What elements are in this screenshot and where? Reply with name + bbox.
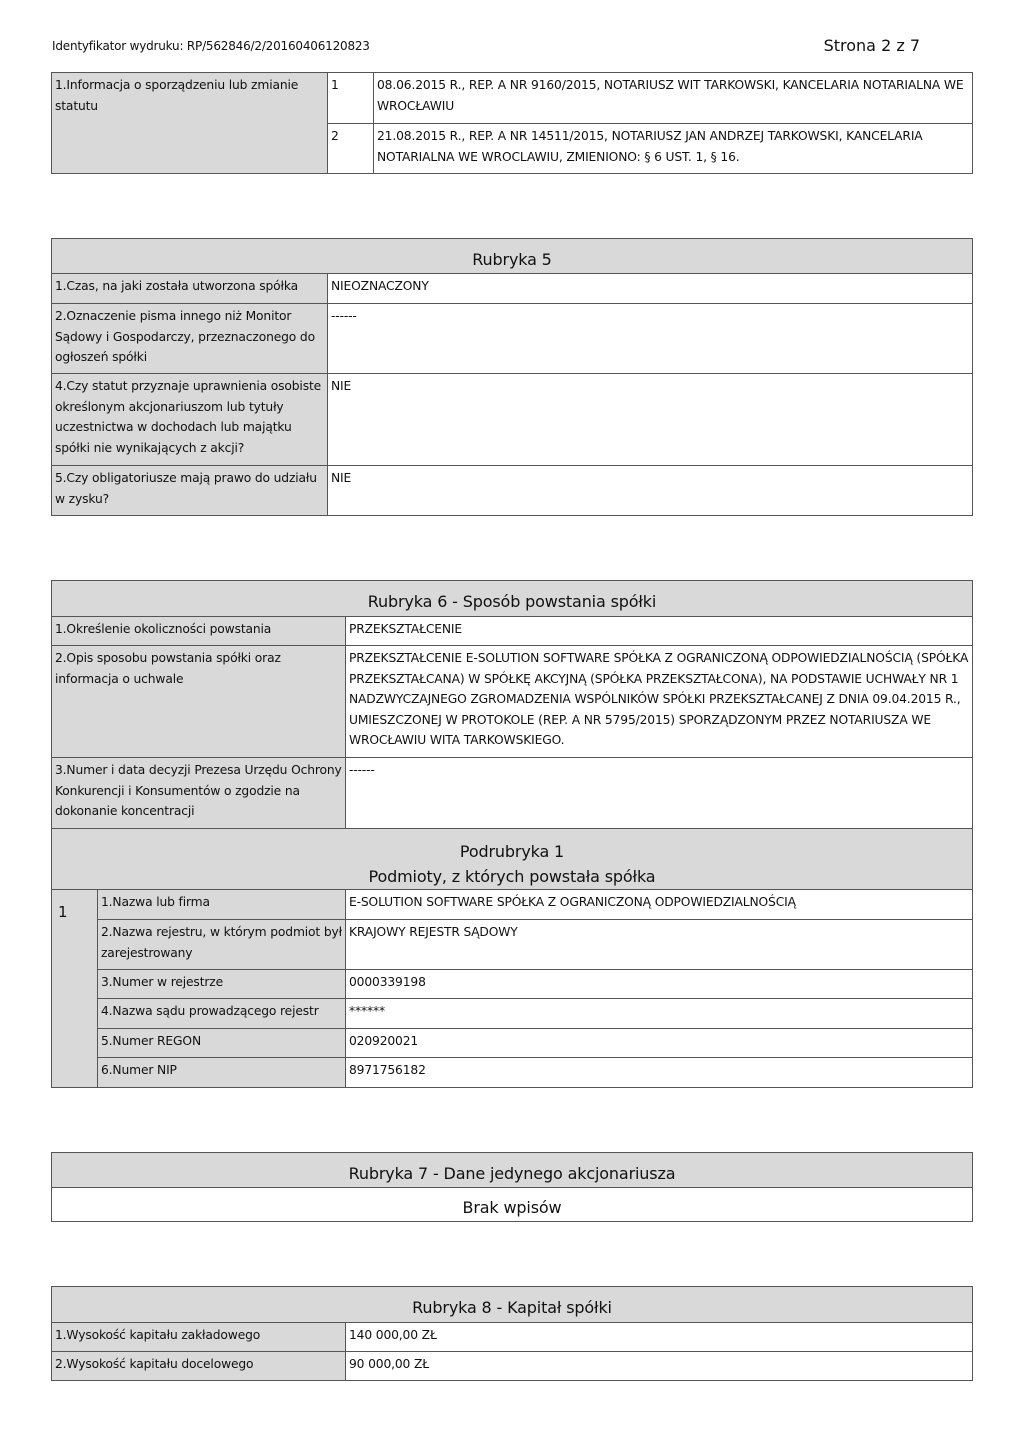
subsection-title [52, 829, 973, 890]
rubryka-8-section [51, 1286, 973, 1381]
field-value: 8971756182 [346, 1058, 973, 1088]
field-label: 3.Numer w rejestrze [98, 970, 346, 999]
field-label: 1.Określenie okoliczności powstania [52, 617, 346, 646]
rubryka-7-section [51, 1152, 973, 1222]
statute-section [51, 72, 973, 174]
section-title: Rubryka 6 - Sposób powstania spółki [52, 581, 973, 617]
statute-label: 1.Informacja o sporządzeniu lub zmianie statutu [52, 73, 328, 174]
rubryka-6-section [51, 580, 973, 1088]
field-value: PRZEKSZTAŁCENIE [346, 617, 973, 646]
field-value: KRAJOWY REJESTR SĄDOWY [346, 920, 973, 970]
section-title: Rubryka 7 - Dane jedynego akcjonariusza [52, 1153, 973, 1188]
field-value: PRZEKSZTAŁCENIE E-SOLUTION SOFTWARE SPÓŁKA Z OGRANICZONĄ ODPOWIEDZIALNOŚCIĄ (SPÓŁKA PRZEKSZTAŁCANA) W SPÓŁKĘ AKCYJNĄ (SPÓŁKA PRZEKSZTAŁCONA), NA PODSTAWIE UCHWAŁY NR 1 NADZWYCZAJNEGO ZGROMADZENIA WSPÓLNIKÓW SPÓŁKI PRZEKSZTAŁCANEJ Z DNIA 09.04.2015 R., UMIESZCZONEJ W PROTOKOLE (REP. A NR 5795/2015) SPORZĄDZONYM PRZEZ NOTARIUSZA WE WROCŁAWIU WITA TARKOWSKIEGO. [346, 646, 973, 758]
field-label: 5.Czy obligatoriusze mają prawo do udziału w zysku? [52, 466, 328, 516]
no-entries: Brak wpisów [52, 1188, 973, 1222]
statute-row-num: 1 [328, 73, 374, 124]
print-identifier: Identyfikator wydruku: RP/562846/2/20160406120823 [52, 39, 370, 53]
subsection-title-line2: Podmioty, z których powstała spółka [368, 867, 656, 886]
field-value: E-SOLUTION SOFTWARE SPÓŁKA Z OGRANICZONĄ ODPOWIEDZIALNOŚCIĄ [346, 890, 973, 920]
field-label: 1.Czas, na jaki została utworzona spółka [52, 274, 328, 304]
field-label: 1.Nazwa lub firma [98, 890, 346, 920]
field-value: ------ [328, 304, 973, 374]
field-value: NIEOZNACZONY [328, 274, 973, 304]
field-value: ****** [346, 999, 973, 1029]
field-value: 90 000,00 ZŁ [346, 1352, 973, 1381]
field-label: 4.Czy statut przyznaje uprawnienia osobiste określonym akcjonariuszom lub tytuły uczestnictwa w dochodach lub majątku spółki nie wynikających z akcji? [52, 374, 328, 466]
field-value: 0000339198 [346, 970, 973, 999]
subsection-title-line1: Podrubryka 1 [459, 842, 565, 861]
statute-row-num: 2 [328, 124, 374, 174]
field-label: 2.Wysokość kapitału docelowego [52, 1352, 346, 1381]
statute-row-text: 08.06.2015 R., REP. A NR 9160/2015, NOTARIUSZ WIT TARKOWSKI, KANCELARIA NOTARIALNA WE WROCŁAWIU [374, 73, 973, 124]
rubryka-5-section [51, 238, 973, 516]
field-value: 020920021 [346, 1029, 973, 1058]
field-value: 140 000,00 ZŁ [346, 1323, 973, 1352]
field-label: 5.Numer REGON [98, 1029, 346, 1058]
entity-number: 1 [52, 890, 98, 1088]
section-title: Rubryka 8 - Kapitał spółki [52, 1287, 973, 1323]
statute-row-text: 21.08.2015 R., REP. A NR 14511/2015, NOTARIUSZ JAN ANDRZEJ TARKOWSKI, KANCELARIA NOTARIALNA WE WROCLAWIU, ZMIENIONO: § 6 UST. 1, § 16. [374, 124, 973, 174]
field-value: NIE [328, 466, 973, 516]
field-label: 2.Nazwa rejestru, w którym podmiot był zarejestrowany [98, 920, 346, 970]
field-label: 6.Numer NIP [98, 1058, 346, 1088]
page-header [52, 36, 972, 58]
field-label: 4.Nazwa sądu prowadzącego rejestr [98, 999, 346, 1029]
field-label: 2.Oznaczenie pisma innego niż Monitor Sądowy i Gospodarczy, przeznaczonego do ogłoszeń spółki [52, 304, 328, 374]
section-title: Rubryka 5 [52, 239, 973, 274]
field-value: NIE [328, 374, 973, 466]
field-label: 3.Numer i data decyzji Prezesa Urzędu Ochrony Konkurencji i Konsumentów o zgodzie na dokonanie koncentracji [52, 758, 346, 829]
field-value: ------ [346, 758, 973, 829]
field-label: 1.Wysokość kapitału zakładowego [52, 1323, 346, 1352]
page-number: Strona 2 z 7 [823, 36, 920, 55]
field-label: 2.Opis sposobu powstania spółki oraz informacja o uchwale [52, 646, 346, 758]
